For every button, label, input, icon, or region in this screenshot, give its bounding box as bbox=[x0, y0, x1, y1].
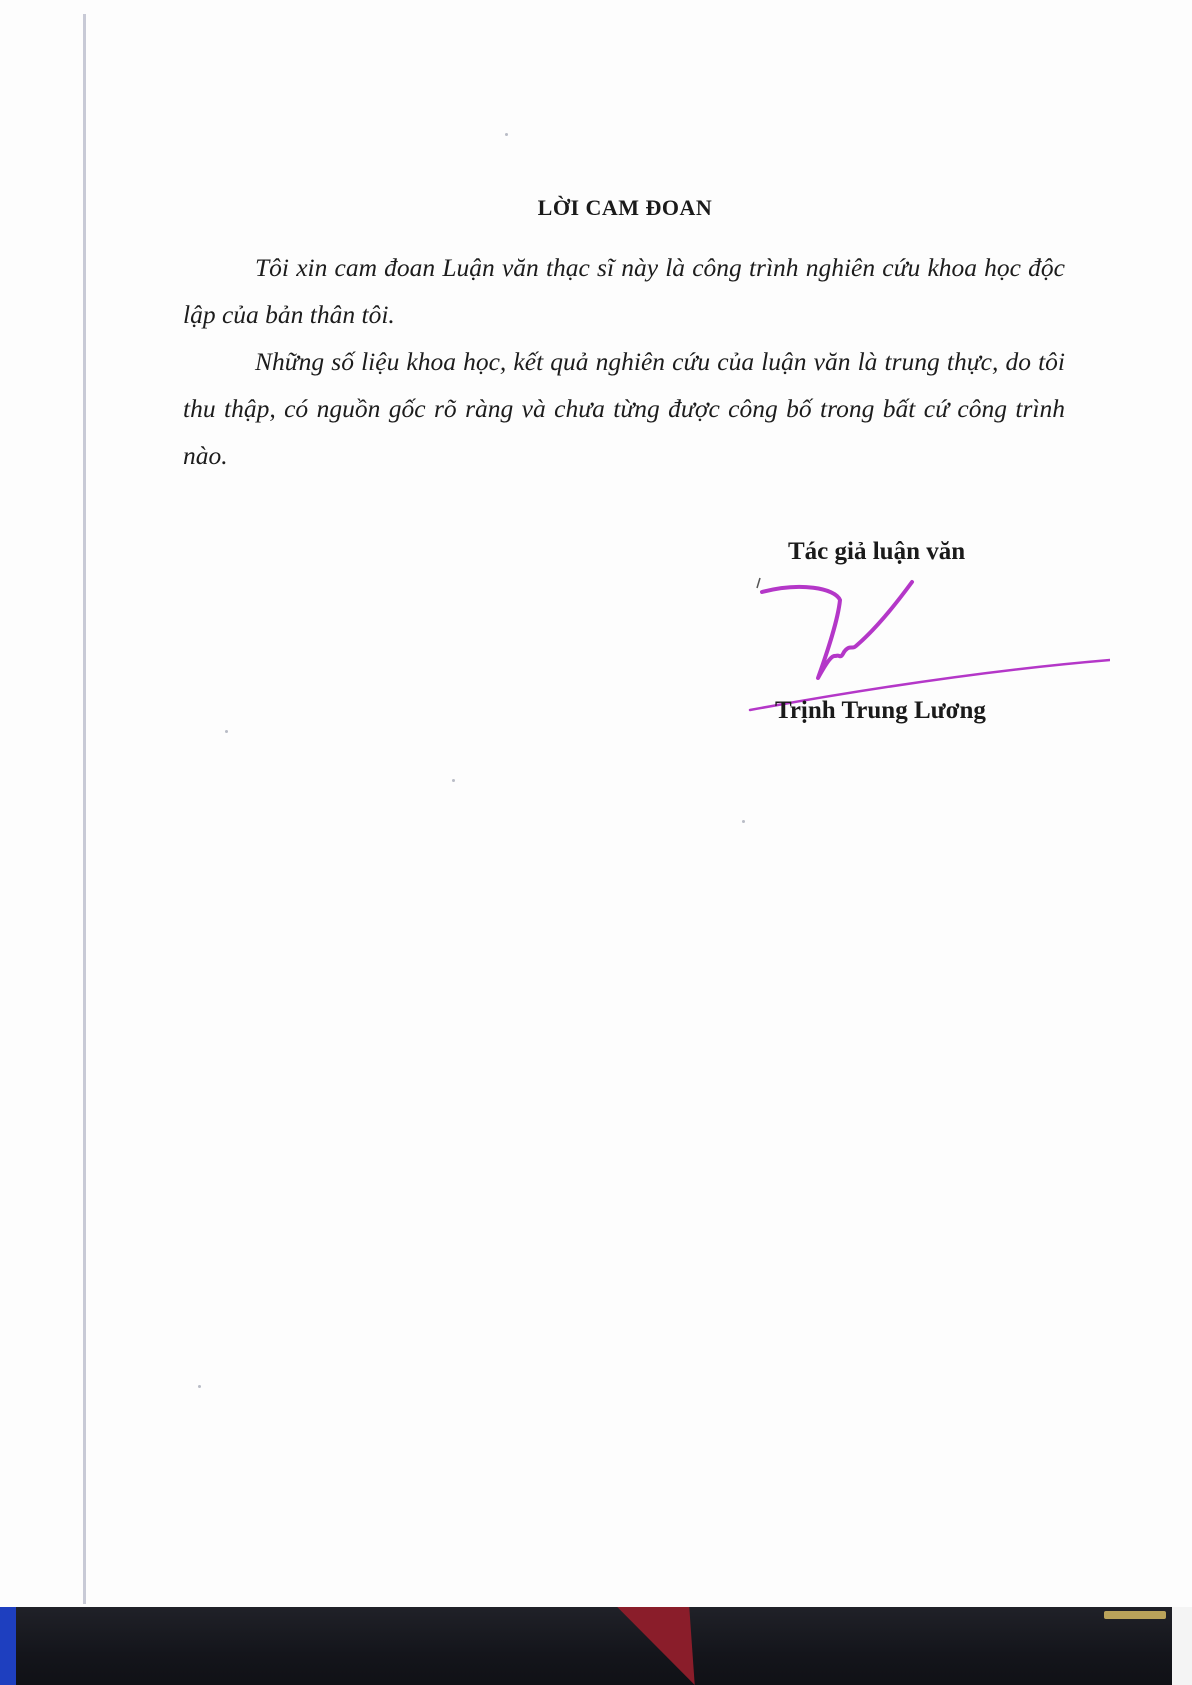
scanner-edge-blue bbox=[0, 1607, 16, 1685]
scanner-edge-white-strip bbox=[1172, 1607, 1192, 1685]
handwritten-signature bbox=[740, 560, 1110, 720]
scan-speck bbox=[225, 730, 228, 733]
paragraph-2: Những số liệu khoa học, kết quả nghiên cứu của luận văn là trung thực, do tôi thu thập, có nguồn gốc rõ ràng và chưa từng được công bố trong bất cứ công trình nào. bbox=[183, 347, 1065, 470]
scan-speck bbox=[742, 820, 745, 823]
scan-speck bbox=[198, 1385, 201, 1388]
scan-speck bbox=[452, 779, 455, 782]
declaration-body bbox=[183, 244, 1065, 479]
author-label: Tác giả luận văn bbox=[788, 538, 966, 565]
page-title: LỜI CAM ĐOAN bbox=[537, 195, 713, 220]
scanner-edge-gold-mark bbox=[1104, 1611, 1166, 1619]
paragraph-1: Tôi xin cam đoan Luận văn thạc sĩ này là công trình nghiên cứu khoa học độc lập của bản thân tôi. bbox=[183, 253, 1065, 329]
author-name: Trịnh Trung Lương bbox=[775, 697, 986, 724]
scanner-edge-band bbox=[0, 1607, 1192, 1685]
binding-edge-line bbox=[83, 14, 86, 1604]
scanner-edge-red-mark bbox=[617, 1607, 730, 1685]
scan-speck bbox=[505, 133, 508, 136]
